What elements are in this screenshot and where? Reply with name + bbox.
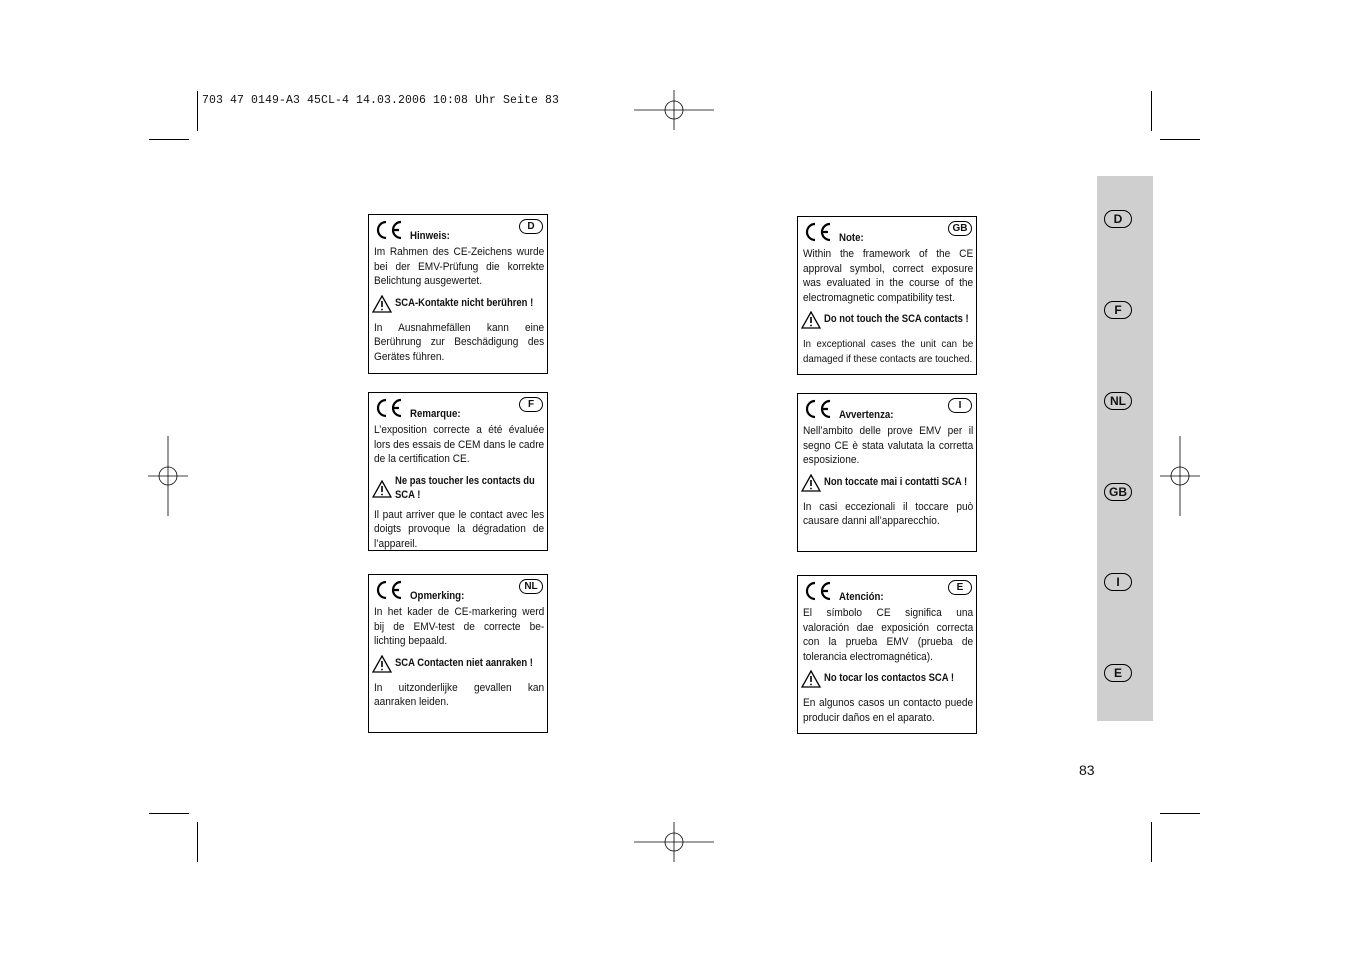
tab-d[interactable]: D (1104, 210, 1132, 228)
warning-title: Do not touch the SCA contacts ! (824, 313, 969, 325)
notice-box-f (368, 392, 548, 551)
ce-mark-icon (374, 397, 404, 419)
ce-mark-icon (803, 398, 833, 420)
notice-text: L’exposition correcte a été évaluée lors des essais de CEM dans le cadre de la certification CE. (374, 424, 545, 465)
ce-mark-icon (803, 580, 833, 602)
tab-e[interactable]: E (1104, 664, 1132, 682)
registration-mark-icon (634, 822, 714, 862)
warning-triangle-icon (801, 474, 821, 492)
warning-triangle-icon (372, 295, 392, 313)
tab-gb[interactable]: GB (1104, 483, 1132, 501)
page-number: 83 (1079, 762, 1095, 778)
warning-text: In uitzonderlijke gevallen kan aanraken leiden. (374, 681, 545, 708)
warning-title: SCA-Kontakte nicht berühren ! (395, 296, 534, 309)
language-badge: F (519, 397, 543, 412)
language-sidebar (1097, 176, 1153, 721)
language-badge: E (948, 580, 972, 595)
warning-title: Non toccate mai i contatti SCA ! (824, 475, 968, 488)
tab-f[interactable]: F (1104, 301, 1132, 319)
warning-triangle-icon (372, 655, 392, 673)
warning-text: In exceptional cases the unit can be damaged if these contacts are touched. (803, 338, 974, 365)
ce-mark-icon (374, 219, 404, 241)
registration-mark-icon (1160, 436, 1200, 516)
notice-text: Within the framework of the CE approval symbol, correct exposure was evaluated in the course of the electromagnetic compatibility test. (803, 248, 974, 304)
tab-nl[interactable]: NL (1104, 392, 1132, 410)
notice-title: Remarque: (410, 408, 461, 420)
notice-box-gb (797, 216, 977, 375)
ce-mark-icon (374, 579, 404, 601)
notice-text: In het kader de CE-markering werd bij de EMV-test de correcte be-lichting bepaald. (374, 606, 545, 647)
notice-box-d (368, 214, 548, 374)
warning-text: En algunos casos un contacto puede producir daños en el aparato. (803, 697, 974, 724)
warning-text: Il paut arriver que le contact avec les doigts provoque la dégradation de l’appareil. (374, 508, 545, 550)
ce-mark-icon (803, 221, 833, 243)
notice-text: El símbolo CE significa una valoración dae exposición correcta con la prueba EMV (prueba de tolerancia electromagnética). (803, 607, 974, 663)
warning-text: In Ausnahmefällen kann eine Berührung zur Beschädigung des Gerätes führen. (374, 321, 545, 363)
language-badge: I (948, 398, 972, 413)
warning-title: No tocar los contactos SCA ! (824, 672, 955, 684)
notice-title: Note: (839, 232, 864, 244)
language-badge: D (519, 219, 543, 234)
language-badge: NL (519, 579, 543, 594)
print-info: 703 47 0149-A3 45CL-4 14.03.2006 10:08 Uhr Seite 83 (202, 94, 560, 107)
notice-text: Nell’ambito delle prove EMV per il segno CE è stata valutata la corretta esposizione. (803, 425, 974, 466)
notice-box-i (797, 393, 977, 552)
notice-title: Avvertenza: (839, 409, 894, 421)
registration-mark-icon (148, 436, 188, 516)
warning-triangle-icon (372, 480, 392, 498)
warning-title: SCA Contacten niet aanraken ! (395, 656, 533, 669)
warning-title: Ne pas toucher les contacts du SCA ! (395, 474, 535, 501)
notice-box-e (797, 575, 977, 734)
language-badge: GB (948, 221, 972, 236)
notice-title: Opmerking: (410, 590, 465, 602)
notice-title: Atención: (839, 591, 884, 603)
registration-mark-icon (634, 90, 714, 130)
notice-text: Im Rahmen des CE-Zeichens wurde bei der EMV-Prüfung die korrekte Belichtung ausgewertet. (374, 246, 545, 287)
warning-triangle-icon (801, 670, 821, 688)
notice-box-nl (368, 574, 548, 733)
warning-triangle-icon (801, 311, 821, 329)
notice-title: Hinweis: (410, 230, 450, 242)
warning-text: In casi eccezionali il toccare può causare danni all’apparecchio. (803, 500, 974, 527)
tab-i[interactable]: I (1104, 573, 1132, 591)
